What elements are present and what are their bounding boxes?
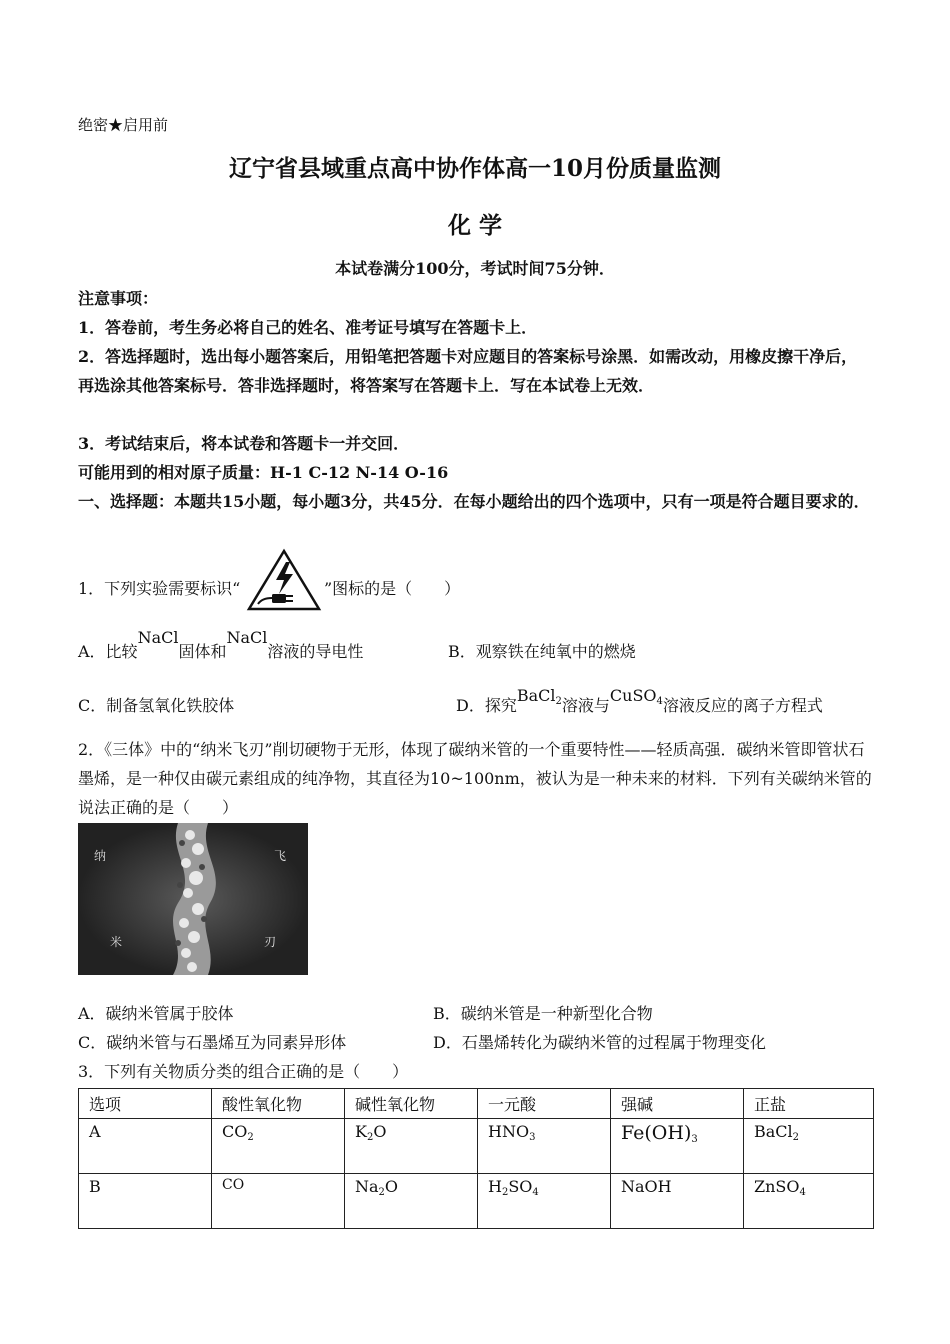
photo-char-3: 米: [110, 935, 123, 949]
header-mono-acid: 一元酸: [478, 1089, 611, 1119]
header-strong-base: 强碱: [611, 1089, 744, 1119]
header-normal-salt: 正盐: [744, 1089, 874, 1119]
row-a-option: A: [79, 1119, 212, 1174]
exam-info: 本试卷满分100分，考试时间75分钟．: [335, 259, 615, 278]
q1-a-text-2: 固体和: [178, 642, 227, 661]
q1-a-text-1: A．比较: [78, 642, 138, 661]
atomic-mass-line: 可能用到的相对原子质量：H-1 C-12 N-14 O-16: [78, 463, 449, 482]
header-basic-oxide: 碱性氧化物: [345, 1089, 478, 1119]
nano-blade-photo: [78, 823, 308, 975]
q1-d-text-3: 溶液反应的离子方程式: [662, 696, 823, 715]
section-1-heading: 一、选择题：本题共15小题，每小题3分，共45分．在每小题给出的四个选项中，只有一项是符合题目要求的．: [78, 492, 870, 511]
q1-stem-after: ”图标的是（ ）: [324, 579, 461, 598]
table-row: [79, 1174, 874, 1229]
q1-d-formula-2: CuSO$_4$: [609, 686, 663, 707]
q2-option-c: C．碳纳米管与石墨烯互为同素异形体: [78, 1033, 347, 1052]
notice-item-2: 2．答选择题时，选出每小题答案后，用铅笔把答题卡对应题目的答案标号涂黑．如需改动，用橡皮擦干净后，再选涂其他答案标号．答非选择题时，将答案写在答题卡上．写在本试卷上无效．: [78, 347, 858, 395]
q1-d-text-2: 溶液与: [561, 696, 610, 715]
q1-d-formula-1: BaCl$_2$: [516, 686, 562, 707]
notice-item-1: 1．答卷前，考生务必将自己的姓名、准考证号填写在答题卡上．: [78, 318, 538, 337]
q1-d-text-1: D．探究: [456, 696, 517, 715]
table-row: [79, 1119, 874, 1174]
q1-a-text-3: 溶液的导电性: [267, 642, 364, 661]
classification-table: [78, 1088, 874, 1229]
header-option: 选项: [79, 1089, 212, 1119]
row-b-mono-acid: $H_2SO_4$: [478, 1174, 611, 1229]
row-b-basic-oxide: $Na_2O$: [345, 1174, 478, 1229]
q2-option-d: D．石墨烯转化为碳纳米管的过程属于物理变化: [433, 1033, 766, 1052]
row-a-mono-acid: $HNO_3$: [478, 1119, 611, 1174]
q1-stem-before: 1．下列实验需要标识“: [78, 579, 241, 598]
q1-option-a: [78, 628, 364, 663]
q2-stem: 2．《三体》中的“纳米飞刃”削切硬物于无形，体现了碳纳米管的一个重要特性——轻质高强．碳纳米管即管状石墨烯，是一种仅由碳元素组成的纯净物，其直径为10~100nm，被认为是一种未来的材料．下列有关碳纳米管的说法正确的是（ ）: [78, 740, 872, 817]
row-a-basic-oxide: $K_2O$: [345, 1119, 478, 1174]
q3-stem: 3．下列有关物质分类的组合正确的是（ ）: [78, 1062, 409, 1081]
table-header-row: [79, 1089, 874, 1119]
row-a-salt: BaCl$_2$: [744, 1119, 874, 1174]
electric-hazard-icon: [246, 548, 322, 612]
header-acid-oxide: 酸性氧化物: [212, 1089, 345, 1119]
q2-option-a: A．碳纳米管属于胶体: [78, 1004, 234, 1023]
notice-item-3: 3．考试结束后，将本试卷和答题卡一并交回．: [78, 434, 410, 453]
q1-option-d: [456, 686, 823, 718]
row-a-acid-oxide: $CO_2$: [212, 1119, 345, 1174]
row-a-strong-base: $Fe(OH)_3$: [611, 1119, 744, 1174]
row-b-strong-base: NaOH: [611, 1174, 744, 1229]
exam-title: 辽宁省县域重点高中协作体高一10月份质量监测: [228, 155, 721, 182]
row-b-salt: ZnSO$_4$: [744, 1174, 874, 1229]
q2-option-b: B．碳纳米管是一种新型化合物: [433, 1004, 653, 1023]
notice-heading: 注意事项：: [78, 289, 159, 308]
row-b-acid-oxide: CO: [212, 1174, 345, 1229]
secret-label: 绝密★启用前: [78, 116, 169, 134]
photo-char-1: 纳: [94, 849, 107, 863]
photo-char-4: 刃: [264, 935, 277, 949]
q1-a-formula-2: NaCl: [226, 628, 268, 647]
photo-char-2: 飞: [274, 849, 287, 863]
q1-option-b: B．观察铁在纯氧中的燃烧: [448, 642, 636, 661]
q1-a-formula-1: NaCl: [137, 628, 179, 647]
row-b-option: B: [79, 1174, 212, 1229]
subject-title: 化 学: [447, 212, 502, 239]
q1-option-c: C．制备氢氧化铁胶体: [78, 696, 235, 715]
